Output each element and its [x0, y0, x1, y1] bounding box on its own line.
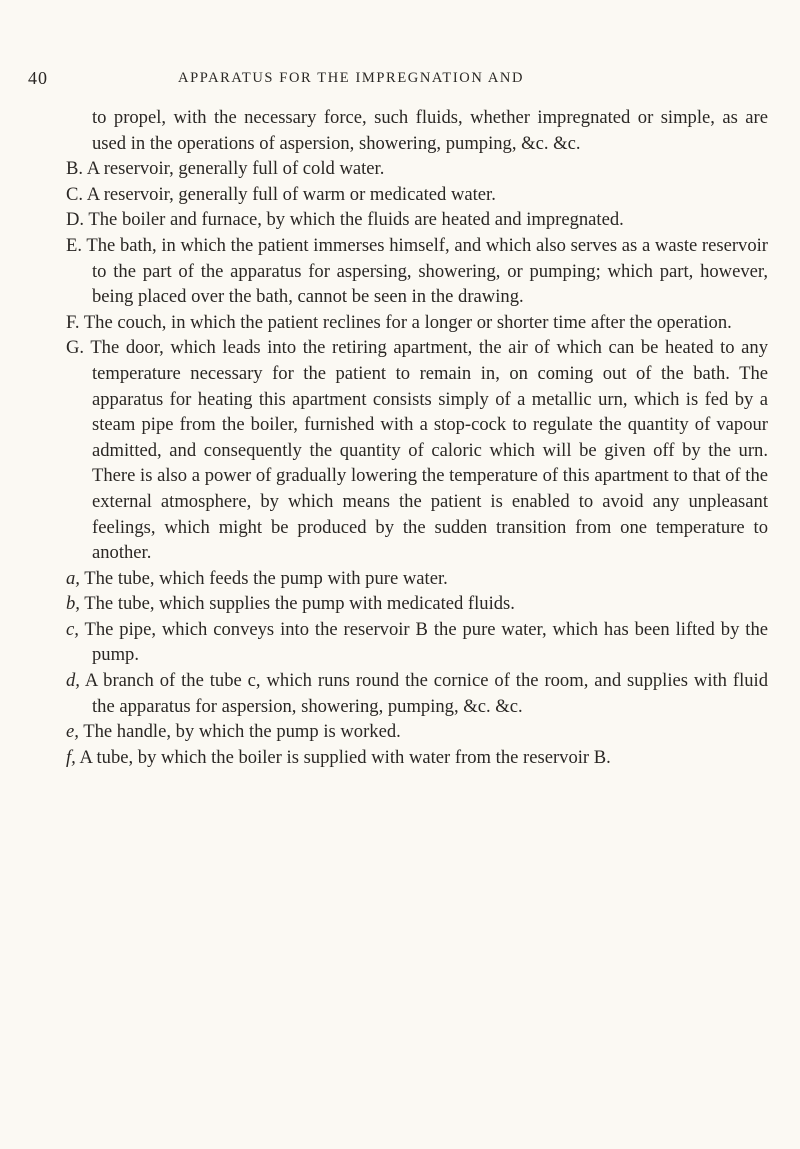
legend-text: A reservoir, generally full of cold water.: [86, 158, 385, 180]
running-title: APPARATUS FOR THE IMPREGNATION AND: [178, 70, 525, 86]
legend-key: G.: [66, 337, 85, 359]
legend-text: The tube, which feeds the pump with pure water.: [84, 567, 448, 589]
legend-entry-C: [66, 182, 768, 208]
legend-key: b,: [66, 593, 80, 615]
body-text: [66, 105, 768, 770]
legend-entry-G: [66, 335, 768, 565]
legend-text: The door, which leads into the retiring apartment, the air of which can be heated to any temperature necessary for the patient to remain in, on coming out of the bath. The apparatus for heating this apartment consists simply of a metallic urn, which is fed by a steam pipe from the boiler, furnished with a stop-cock to regulate the quantity of vapour admitted, and consequently the quantity of caloric which will be given off by the urn. There is also a power of gradually lowering the temperature of this apartment to that of the external atmosphere, by which means the patient is enabled to avoid any unpleasant feelings, which might be produced by the sudden transition from one temperature to another.: [90, 337, 768, 564]
legend-key: D.: [66, 209, 85, 231]
legend-text: A branch of the tube c, which runs round the cornice of the room, and supplies with fluid the apparatus for aspersion, showering, pumping, &c. &c.: [84, 670, 769, 717]
legend-key: B.: [66, 158, 84, 180]
legend-entry-D: [66, 207, 768, 233]
legend-text: The bath, in which the patient immerses himself, and which also serves as a waste reservoir to the part of the apparatus for aspersing, showering, or pumping; which part, however, being placed over the bath, cannot be seen in the drawing.: [86, 234, 768, 308]
page-header: [28, 68, 768, 90]
legend-text: A reservoir, generally full of warm or medicated water.: [86, 183, 496, 205]
legend-key: a,: [66, 567, 80, 589]
legend-text: The tube, which supplies the pump with medicated fluids.: [84, 593, 515, 615]
legend-text: A tube, by which the boiler is supplied with water from the reservoir B.: [79, 746, 611, 768]
legend-entry-a: [66, 566, 768, 592]
legend-key: F.: [66, 311, 80, 333]
legend-entry-c: [66, 617, 768, 668]
continuation-paragraph: to propel, with the necessary force, such fluids, whether impregnated or simple, as are used in the operations of aspersion, showering, pumping, &c. &c.: [92, 107, 768, 154]
legend-entry-d: [66, 668, 768, 719]
legend-key: e,: [66, 721, 79, 743]
legend-entry-f: [66, 745, 768, 771]
page-number: 40: [28, 68, 48, 88]
legend-key: d,: [66, 670, 80, 692]
legend-text: The handle, by which the pump is worked.: [83, 721, 401, 743]
legend-text: The pipe, which conveys into the reservoir B the pure water, which has been lifted by the pump.: [84, 618, 768, 666]
legend-key: E.: [66, 234, 83, 256]
legend-entry-F: [66, 310, 768, 336]
legend-entry-e: [66, 719, 768, 745]
legend-key: f,: [66, 746, 76, 768]
legend-entry-b: [66, 591, 768, 617]
legend-entry-B: [66, 156, 768, 182]
legend-entry-E: [66, 233, 768, 310]
legend-key: c,: [66, 618, 79, 640]
legend-text: The couch, in which the patient reclines for a longer or shorter time after the operation.: [83, 311, 732, 333]
legend-text: The boiler and furnace, by which the fluids are heated and impregnated.: [88, 209, 624, 231]
legend-key: C.: [66, 183, 84, 205]
